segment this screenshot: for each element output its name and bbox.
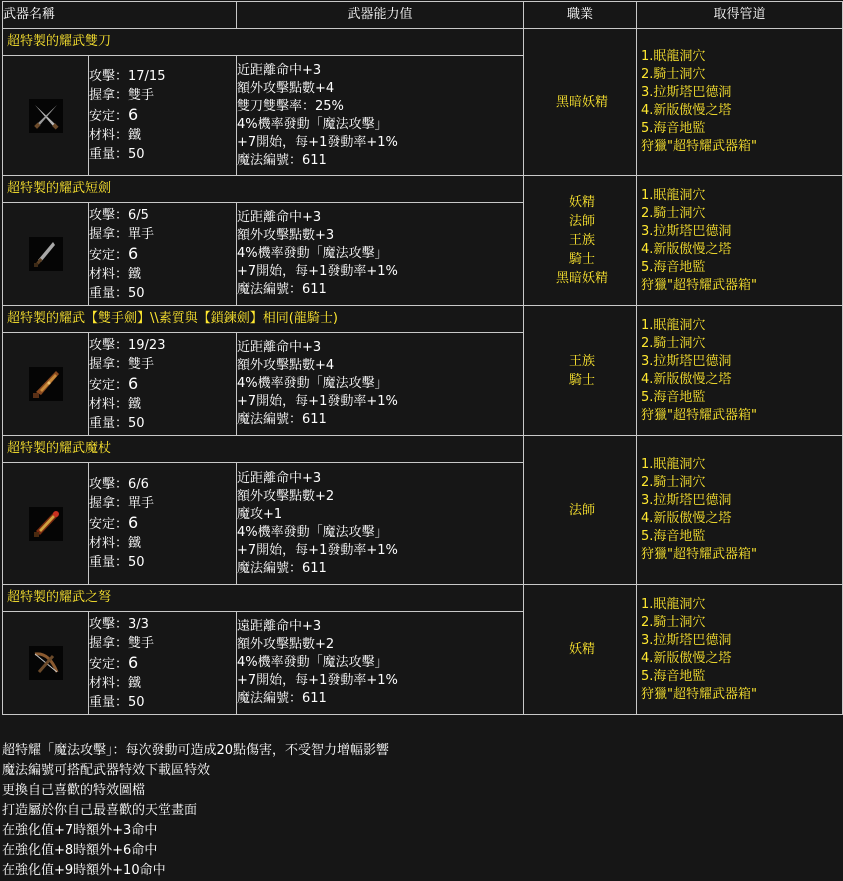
grip-stat: 握拿：雙手 — [89, 635, 155, 651]
job-cell — [524, 306, 637, 436]
weight-label: 重量： — [89, 415, 129, 431]
weapon-name: 超特製的耀武雙刀 — [3, 29, 524, 56]
stability-label: 安定： — [89, 247, 129, 263]
job-label: 黑暗妖精 — [556, 271, 609, 286]
ability-line: 魔法編號：611 — [237, 560, 327, 576]
ability-line: +7開始，每+1發動率+1% — [237, 134, 398, 150]
ability-line: 4%機率發動「魔法攻擊」 — [237, 524, 388, 540]
ability-line: 魔法編號：611 — [237, 691, 327, 706]
icon-cell — [3, 333, 89, 436]
source-item: 2.騎士洞穴 — [641, 335, 706, 351]
job-label: 法師 — [569, 214, 596, 229]
attack-stat: 攻擊：19/23 — [89, 337, 166, 353]
job-label: 法師 — [569, 502, 596, 518]
stats-cell — [89, 56, 237, 176]
ability-line: 近距離命中+3 — [237, 62, 322, 78]
ability-line: 魔法編號：611 — [237, 412, 327, 427]
weight-stat — [89, 145, 236, 164]
source-item: 5.海音地監 — [641, 121, 706, 136]
source-item: 5.海音地監 — [641, 259, 706, 275]
weapon-title-row — [3, 436, 843, 463]
weapon-table — [2, 1, 843, 715]
ability-cell — [237, 612, 524, 715]
note-line: 在強化值+8時額外+6命中 — [2, 843, 158, 858]
dagger-icon — [29, 237, 63, 271]
source-item: 狩獵"超特耀武器箱" — [641, 686, 757, 702]
source-cell — [637, 585, 843, 715]
source-item: 狩獵"超特耀武器箱" — [641, 407, 757, 423]
ability-cell — [237, 463, 524, 585]
job-cell — [524, 29, 637, 176]
stability-label: 安定： — [89, 377, 129, 393]
weapon-name: 超特製的耀武短劍 — [3, 176, 524, 203]
ability-line: +7開始，每+1發動率+1% — [237, 542, 398, 558]
weight-label: 重量： — [89, 694, 129, 710]
grip-stat: 握拿：單手 — [89, 496, 155, 511]
source-cell — [637, 306, 843, 436]
weight-stat — [89, 693, 236, 712]
stats-cell — [89, 203, 237, 306]
attack-stat: 攻擊：6/6 — [89, 477, 149, 492]
source-item: 3.拉斯塔巴德洞 — [641, 85, 732, 100]
source-item: 5.海音地監 — [641, 389, 706, 405]
source-item: 1.眠龍洞穴 — [641, 187, 706, 203]
stats-cell — [89, 333, 237, 436]
weight-value: 50 — [128, 694, 145, 710]
ability-line: 魔法編號：611 — [237, 282, 327, 297]
icon-cell — [3, 203, 89, 306]
material-stat: 材料：鐵 — [89, 536, 142, 551]
weapon-name: 超特製的耀武之弩 — [3, 585, 524, 612]
icon-cell — [3, 56, 89, 176]
stability-label: 安定： — [89, 656, 129, 672]
source-item: 4.新版傲慢之塔 — [641, 103, 732, 118]
stability-label: 安定： — [89, 109, 129, 124]
header-weapon-name: 武器名稱 — [3, 2, 237, 29]
icon-cell — [3, 463, 89, 585]
note-line: 魔法編號可搭配武器特效下載區特效 — [2, 763, 211, 778]
stability-value: 6 — [128, 513, 139, 532]
weapon-title-row — [3, 306, 843, 333]
source-item: 5.海音地監 — [641, 529, 706, 544]
header-row — [3, 2, 843, 29]
source-item: 3.拉斯塔巴德洞 — [641, 353, 732, 369]
ability-line: 額外攻擊點數+4 — [237, 80, 335, 96]
ability-line: 遠距離命中+3 — [237, 619, 322, 634]
weight-value: 50 — [128, 555, 145, 570]
weight-stat — [89, 553, 236, 572]
stability-value: 6 — [128, 243, 139, 263]
source-item: 4.新版傲慢之塔 — [641, 511, 732, 526]
stability-label: 安定： — [89, 517, 129, 532]
weight-label: 重量： — [89, 555, 129, 570]
stability-stat — [89, 244, 236, 265]
attack-stat: 攻擊：17/15 — [89, 69, 166, 84]
ability-line: 近距離命中+3 — [237, 340, 322, 355]
stability-stat — [89, 513, 236, 534]
source-cell — [637, 436, 843, 585]
ability-line: 額外攻擊點數+2 — [237, 488, 335, 504]
material-stat: 材料：鐵 — [89, 266, 142, 282]
note-line: 更換自己喜歡的特效圖檔 — [2, 783, 146, 798]
stability-value: 6 — [128, 652, 139, 672]
stability-stat — [89, 653, 236, 674]
ability-line: 4%機率發動「魔法攻擊」 — [237, 655, 388, 670]
source-item: 3.拉斯塔巴德洞 — [641, 223, 732, 239]
two-handed-sword-icon — [29, 367, 63, 401]
source-item: 狩獵"超特耀武器箱" — [641, 547, 757, 562]
ability-line: 4%機率發動「魔法攻擊」 — [237, 246, 388, 261]
ability-line: +7開始，每+1發動率+1% — [237, 394, 398, 409]
grip-stat: 握拿：雙手 — [89, 356, 155, 372]
wand-icon — [29, 507, 63, 541]
material-stat: 材料：鐵 — [89, 396, 142, 412]
stats-cell — [89, 612, 237, 715]
weight-value: 50 — [128, 147, 145, 162]
source-item: 4.新版傲慢之塔 — [641, 371, 732, 387]
ability-line: 魔攻+1 — [237, 506, 283, 522]
weapon-title-row — [3, 585, 843, 612]
weight-stat — [89, 414, 236, 433]
source-item: 狩獵"超特耀武器箱" — [641, 139, 757, 154]
source-item: 2.騎士洞穴 — [641, 614, 706, 630]
header-ability: 武器能力值 — [237, 2, 524, 29]
weight-value: 50 — [128, 415, 145, 431]
notes-section — [2, 741, 832, 881]
source-item: 2.騎士洞穴 — [641, 67, 706, 82]
source-item: 4.新版傲慢之塔 — [641, 650, 732, 666]
weight-label: 重量： — [89, 285, 129, 301]
weight-label: 重量： — [89, 147, 129, 162]
stats-cell — [89, 463, 237, 585]
icon-cell — [3, 612, 89, 715]
source-cell — [637, 29, 843, 176]
ability-line: +7開始，每+1發動率+1% — [237, 673, 398, 688]
note-line: 在強化值+9時額外+10命中 — [2, 863, 166, 878]
ability-line: 近距離命中+3 — [237, 210, 322, 225]
note-line: 超特耀「魔法攻擊」：每次發動可造成20點傷害，不受智力增幅影響 — [2, 743, 390, 758]
job-label: 妖精 — [569, 642, 596, 657]
material-stat: 材料：鐵 — [89, 128, 142, 143]
job-label: 黑暗妖精 — [556, 94, 609, 110]
weapon-name: 超特製的耀武【雙手劍】\\素質與【鎖鍊劍】相同(龍騎士) — [3, 306, 524, 333]
stability-value: 6 — [128, 373, 139, 393]
job-label: 王族 — [569, 353, 596, 369]
note-line: 在強化值+7時額外+3命中 — [2, 823, 158, 838]
ability-line: +7開始，每+1發動率+1% — [237, 264, 398, 279]
job-label: 王族 — [569, 233, 596, 248]
material-stat: 材料：鐵 — [89, 675, 142, 691]
source-item: 1.眠龍洞穴 — [641, 317, 706, 333]
source-item: 5.海音地監 — [641, 668, 706, 684]
job-label: 妖精 — [569, 195, 596, 210]
ability-line: 近距離命中+3 — [237, 470, 322, 486]
stability-stat — [89, 374, 236, 395]
header-source: 取得管道 — [637, 2, 843, 29]
source-item: 3.拉斯塔巴德洞 — [641, 632, 732, 648]
weapon-title-row — [3, 176, 843, 203]
job-label: 騎士 — [569, 252, 596, 267]
ability-line: 魔法編號：611 — [237, 152, 327, 168]
source-item: 1.眠龍洞穴 — [641, 596, 706, 612]
source-item: 1.眠龍洞穴 — [641, 457, 706, 472]
ability-line: 4%機率發動「魔法攻擊」 — [237, 116, 388, 132]
ability-line: 雙刀雙擊率：25% — [237, 98, 344, 114]
weapon-name: 超特製的耀武魔杖 — [3, 436, 524, 463]
header-job: 職業 — [524, 2, 637, 29]
note-line: 打造屬於你自己最喜歡的天堂畫面 — [2, 803, 198, 818]
stability-stat — [89, 105, 236, 126]
grip-stat: 握拿：單手 — [89, 226, 155, 242]
job-cell — [524, 436, 637, 585]
job-label: 騎士 — [569, 372, 596, 388]
dual-blade-icon — [29, 99, 63, 133]
attack-stat: 攻擊：3/3 — [89, 616, 149, 632]
source-item: 1.眠龍洞穴 — [641, 49, 706, 64]
source-item: 4.新版傲慢之塔 — [641, 241, 732, 257]
grip-stat: 握拿：雙手 — [89, 88, 155, 103]
source-item: 3.拉斯塔巴德洞 — [641, 493, 732, 508]
crossbow-icon — [29, 646, 63, 680]
weapon-title-row — [3, 29, 843, 56]
ability-line: 額外攻擊點數+4 — [237, 358, 335, 373]
weight-value: 50 — [128, 285, 145, 301]
ability-cell — [237, 203, 524, 306]
ability-line: 4%機率發動「魔法攻擊」 — [237, 376, 388, 391]
ability-cell — [237, 56, 524, 176]
ability-line: 額外攻擊點數+3 — [237, 228, 335, 243]
attack-stat: 攻擊：6/5 — [89, 207, 149, 223]
source-cell — [637, 176, 843, 306]
ability-cell — [237, 333, 524, 436]
source-item: 2.騎士洞穴 — [641, 205, 706, 221]
weight-stat — [89, 284, 236, 303]
source-item: 狩獵"超特耀武器箱" — [641, 277, 757, 293]
job-cell — [524, 585, 637, 715]
ability-line: 額外攻擊點數+2 — [237, 637, 335, 652]
stability-value: 6 — [128, 105, 139, 124]
source-item: 2.騎士洞穴 — [641, 475, 706, 490]
job-cell — [524, 176, 637, 306]
